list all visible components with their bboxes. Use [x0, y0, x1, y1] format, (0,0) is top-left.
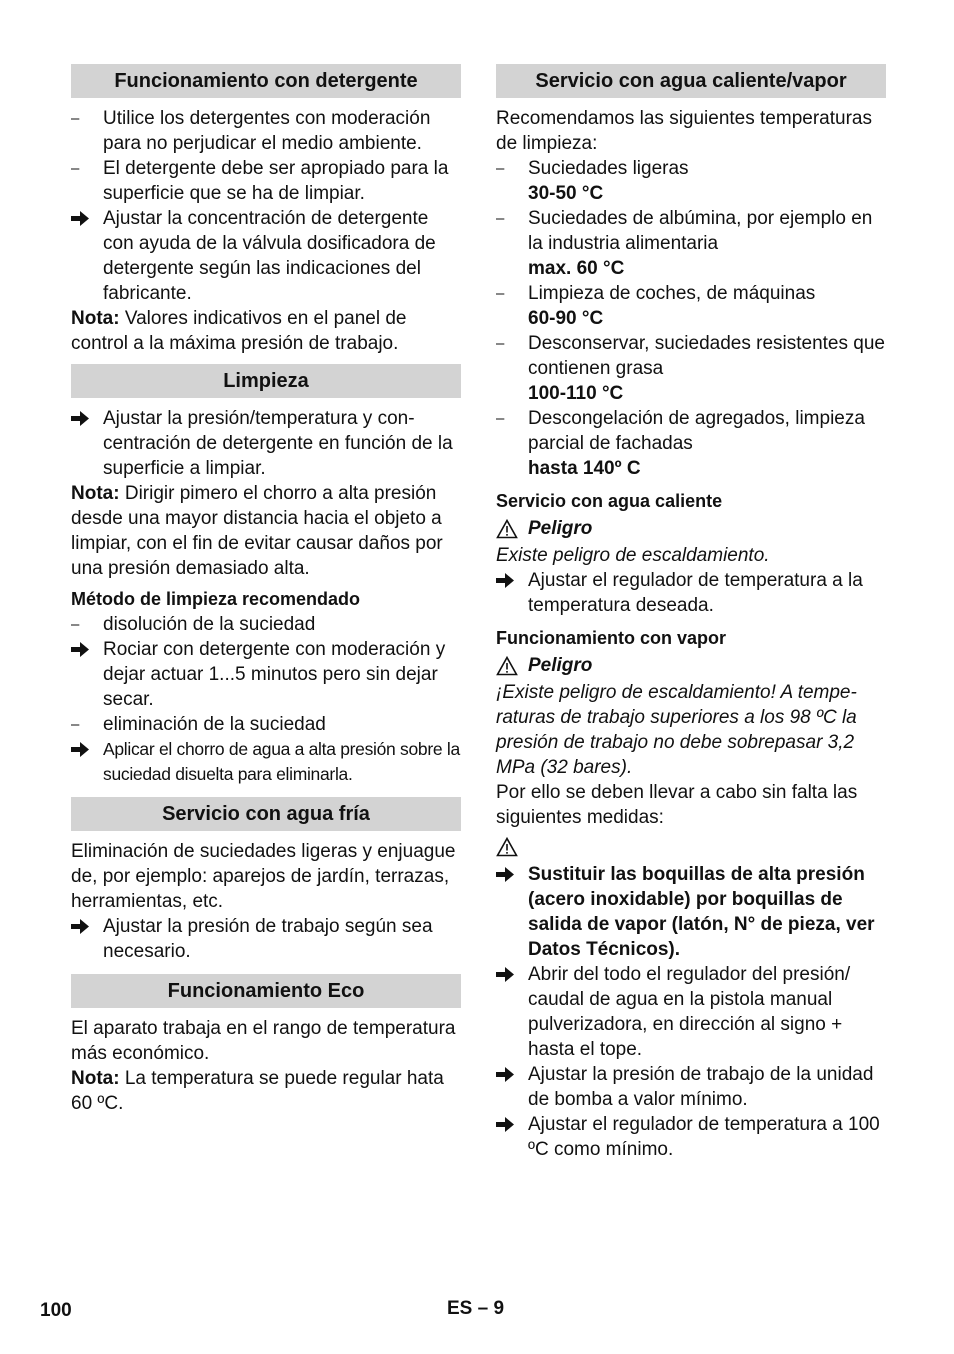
section-heading-hot-water-steam: Servicio con agua caliente/vapor — [496, 64, 886, 98]
arrow-right-icon — [496, 568, 524, 588]
note: Nota: La temperatura se puede regular hata 60 ºC. — [71, 1068, 444, 1114]
temperature-value: 30-50 °C — [528, 183, 604, 204]
arrow-right-icon — [71, 406, 99, 426]
section-heading-eco: Funcionamiento Eco — [71, 974, 461, 1008]
arrow-right-icon — [71, 637, 99, 657]
list-item: Ajustar la presión de trabajo según sea necesario. — [71, 914, 461, 964]
list-item: – Utilice los detergentes con moderación para no perjudicar el medio ambiente. — [71, 108, 431, 154]
section-heading-cold-water: Servicio con agua fría — [71, 797, 461, 831]
arrow-right-icon — [71, 914, 99, 934]
dash-bullet: – — [496, 285, 505, 302]
danger-notice: Peligro — [496, 516, 886, 541]
dash-bullet: – — [496, 410, 505, 427]
list-item: – Limpieza de coches, de máquinas — [496, 283, 816, 304]
arrow-right-icon — [496, 1112, 524, 1132]
dash-bullet: – — [71, 110, 80, 127]
arrow-right-icon — [496, 1062, 524, 1082]
danger-text: Existe peligro de escaldamiento. — [496, 545, 770, 566]
dash-bullet: – — [71, 160, 80, 177]
right-column — [496, 64, 886, 1162]
subheading-method: Método de limpieza recomendado — [71, 589, 361, 609]
arrow-right-icon — [71, 206, 99, 226]
temperature-value: 100-110 °C — [528, 383, 624, 404]
list-item: Aplicar el chorro de agua a alta presión sobre la suciedad disuelta para eliminarla. — [71, 737, 461, 787]
temperature-value: 60-90 °C — [528, 308, 604, 329]
section-heading-cleaning: Limpieza — [71, 364, 461, 398]
dash-bullet: – — [71, 716, 80, 733]
list-item: – Suciedades de albúmina, por ejemplo en la industria alimentaria — [496, 208, 873, 254]
temperature-value: hasta 140º C — [528, 458, 641, 479]
section-heading-detergent: Funcionamiento con detergente — [71, 64, 461, 98]
list-item: – Desconservar, suciedades resistentes que contienen grasa — [496, 333, 885, 379]
danger-notice: Peligro — [496, 653, 886, 678]
page-number: 100 — [40, 1300, 72, 1321]
note: Nota: Dirigir pimero el chorro a alta presión desde una mayor distancia hacia el objeto a limpiar, con el fin de evitar causar daños por una presión demasiado alta. — [71, 483, 443, 579]
paragraph: Eliminación de suciedades ligeras y enjuague de, por ejemplo: aparejos de jardín, terrazas, herramientas, etc. — [71, 841, 456, 912]
list-item: Rociar con detergente con moderación y dejar actuar 1...5 minutos pero sin dejar secar. — [71, 637, 461, 712]
dash-bullet: – — [496, 160, 505, 177]
list-item: – eliminación de la suciedad — [71, 714, 326, 735]
section-cold-water — [71, 797, 461, 964]
subheading-hot-water: Servicio con agua caliente — [496, 491, 723, 511]
section-detergent — [71, 64, 461, 356]
warning-symbol — [496, 832, 886, 862]
list-item: Abrir del todo el regulador del presión/ caudal de agua en la pistola manual pulverizadora, en dirección al signo + hasta el tope. — [496, 962, 886, 1062]
arrow-right-icon — [496, 962, 524, 982]
warning-triangle-icon — [496, 837, 518, 857]
list-item: Ajustar el regulador de temperatura a la temperatura deseada. — [496, 568, 886, 618]
dash-bullet: – — [71, 616, 80, 633]
temperature-value: max. 60 °C — [528, 258, 625, 279]
list-item: Ajustar la concentración de detergente con ayuda de la válvula dosificadora de detergente según las indicaciones del fabricante. — [71, 206, 461, 306]
note: Nota: Valores indicativos en el panel de control a la máxima presión de trabajo. — [71, 308, 407, 354]
list-item: Ajustar la presión/temperatura y concentración de detergente en función de la superficie a limpiar. — [71, 406, 461, 481]
language-page-label: ES – 9 — [447, 1298, 505, 1319]
list-item: – El detergente debe ser apropiado para la superficie que se ha de limpiar. — [71, 158, 449, 204]
list-item: – Suciedades ligeras — [496, 158, 689, 179]
list-item: Ajustar la presión de trabajo de la unidad de bomba a valor mínimo. — [496, 1062, 886, 1112]
paragraph: Por ello se deben llevar a cabo sin falta las siguientes medidas: — [496, 782, 858, 828]
warning-triangle-icon — [496, 656, 518, 676]
section-eco — [71, 974, 461, 1116]
list-item: – Descongelación de agregados, limpieza parcial de fachadas — [496, 408, 865, 454]
paragraph: Recomendamos las siguientes temperaturas de limpieza: — [496, 108, 872, 154]
left-column — [71, 64, 461, 1116]
section-cleaning — [71, 364, 461, 787]
list-item: Ajustar el regulador de temperatura a 100 ºC como mínimo. — [496, 1112, 886, 1162]
danger-text: ¡Existe peligro de escaldamiento! A temperaturas de trabajo superiores a los 98 ºC la presión de trabajo no debe sobrepasar 3,2 MPa (32 bares). — [496, 682, 857, 778]
list-item: – disolución de la suciedad — [71, 614, 316, 635]
subheading-steam: Funcionamiento con vapor — [496, 628, 727, 648]
dash-bullet: – — [496, 210, 505, 227]
warning-triangle-icon — [496, 519, 518, 539]
dash-bullet: – — [496, 335, 505, 352]
arrow-right-icon — [71, 737, 99, 757]
arrow-right-icon — [496, 862, 524, 882]
list-item: Sustituir las boquillas de alta presión (acero inoxidable) por boquillas de salida de vapor (latón, N° de pieza, ver Datos Técnicos). — [496, 862, 886, 962]
paragraph: El aparato trabaja en el rango de temperatura más económico. — [71, 1018, 456, 1064]
